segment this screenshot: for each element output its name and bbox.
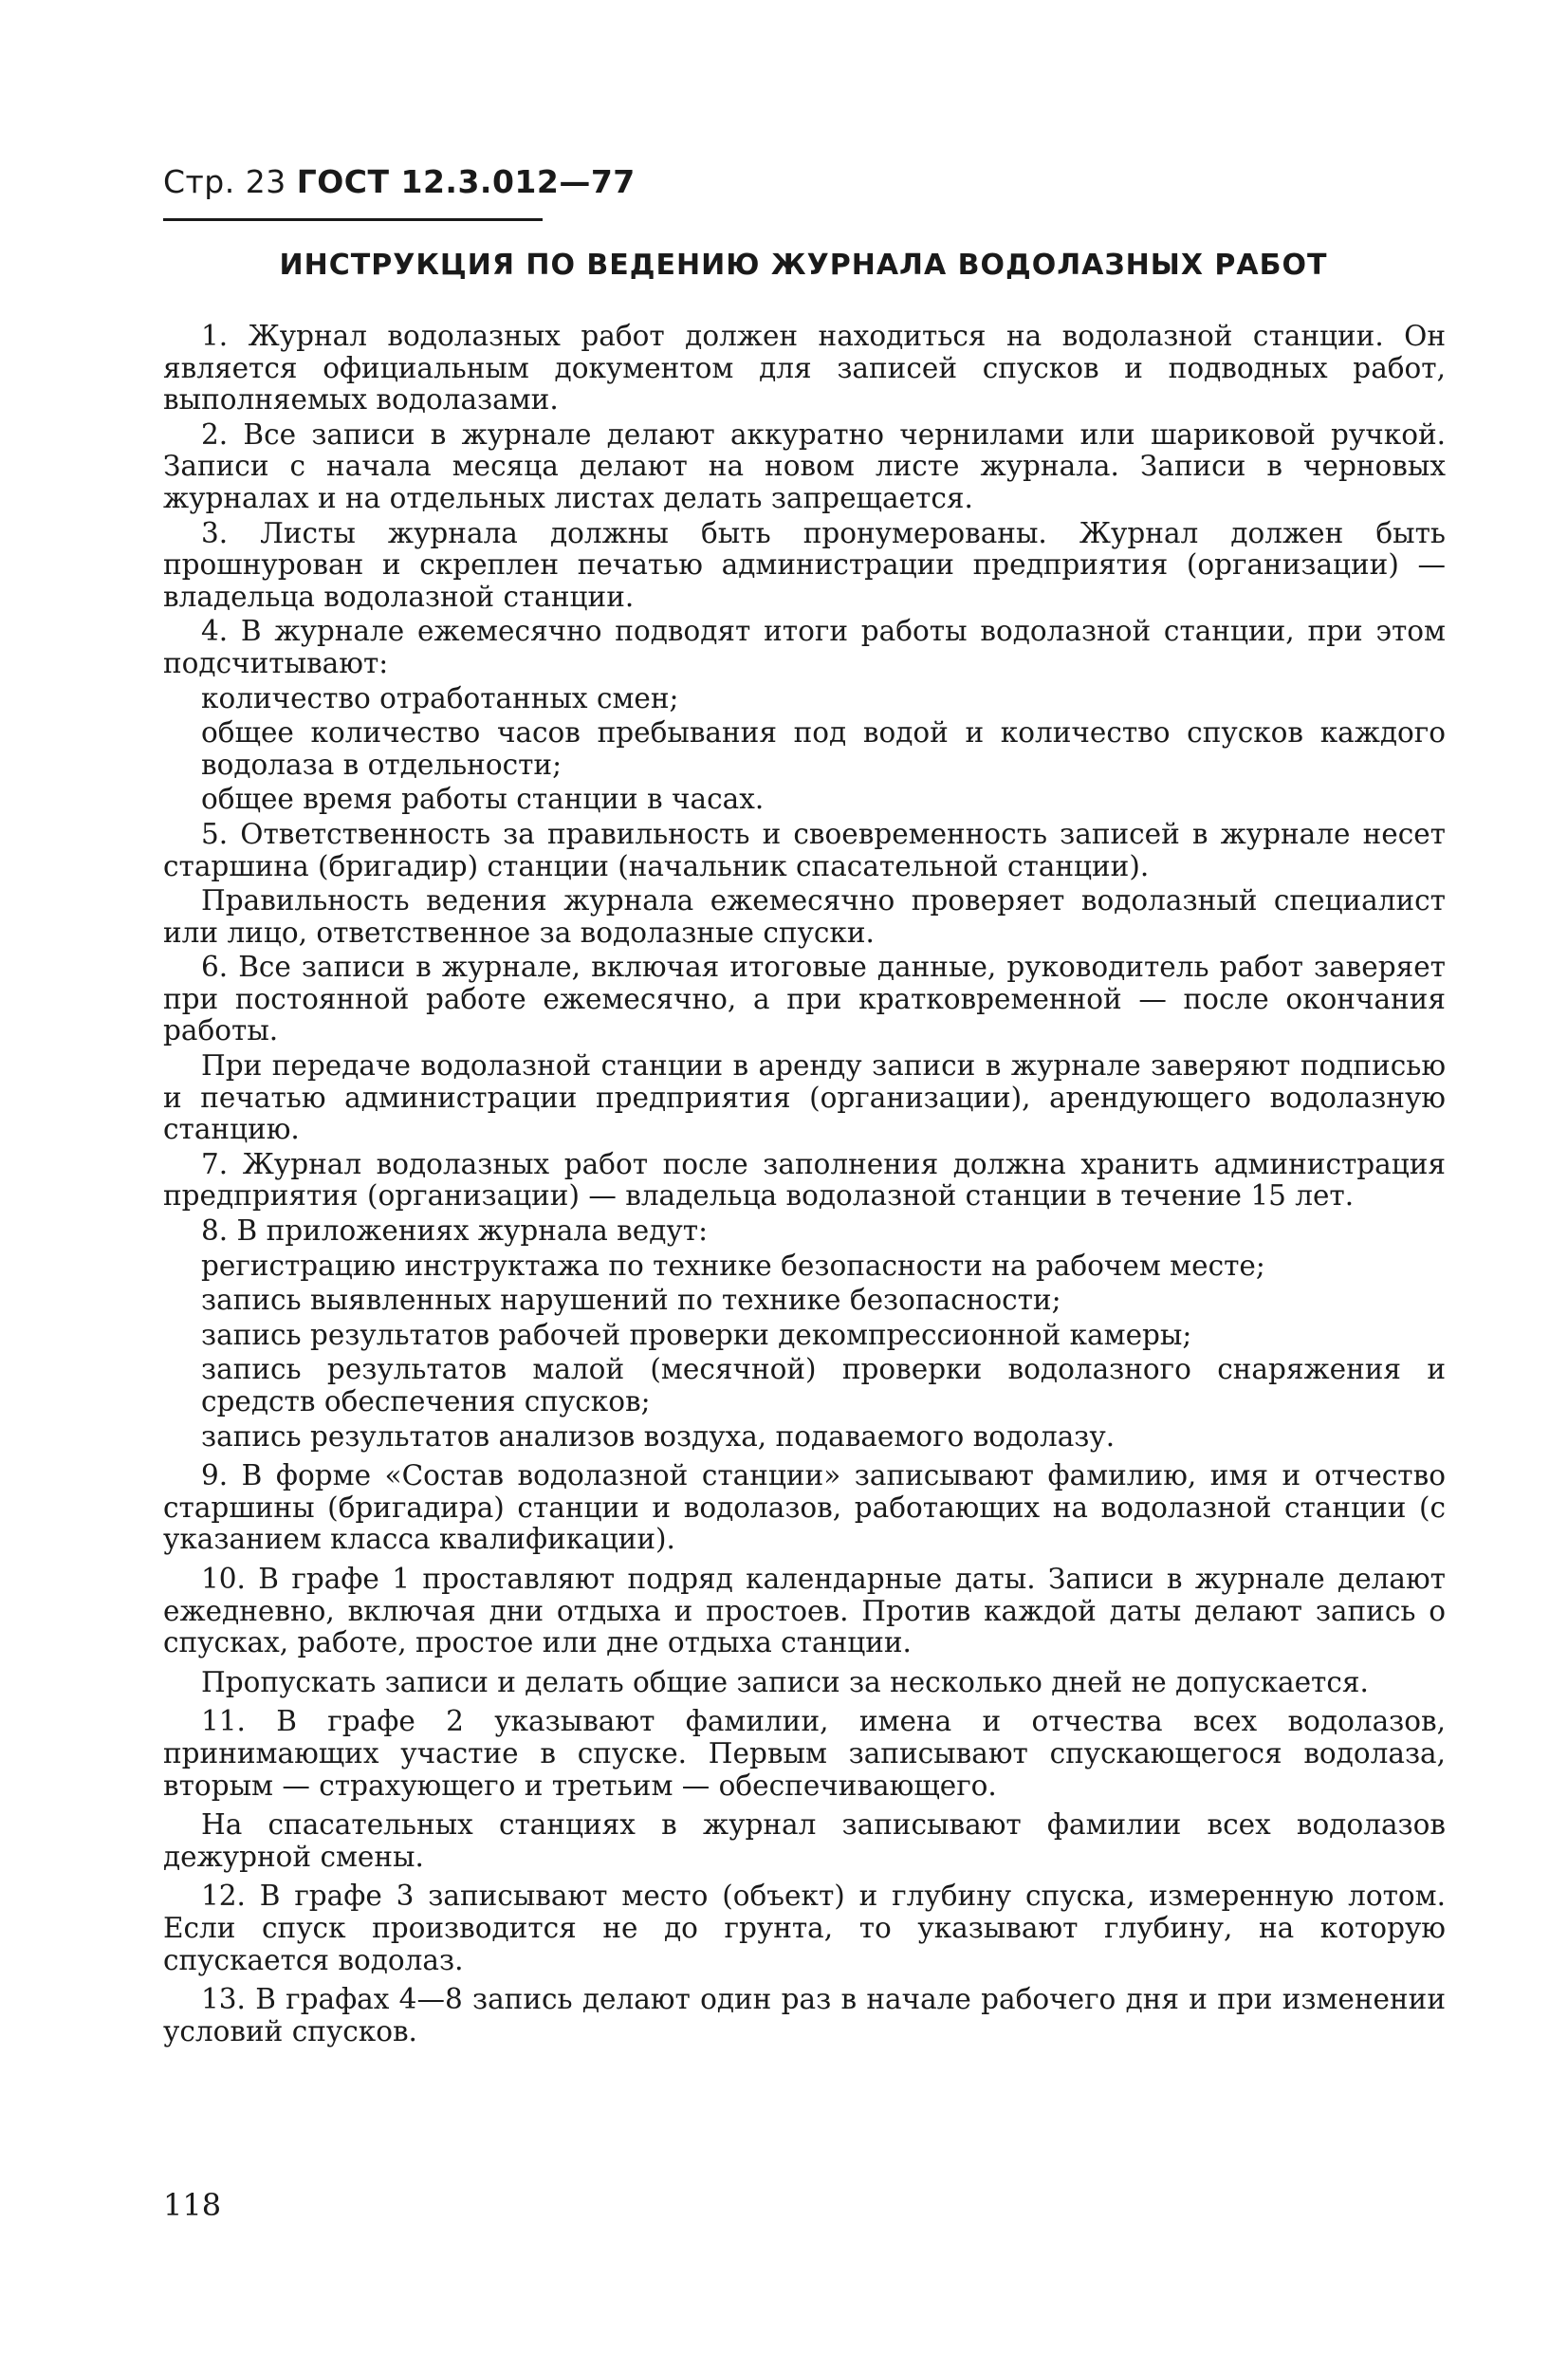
- list-item: запись результатов анализов воздуха, подаваемого водолазу.: [201, 1419, 1116, 1453]
- page-number: 118: [163, 2187, 222, 2223]
- instruction-body: [163, 321, 1446, 2050]
- paragraph-2: 2. Все записи в журнале делают аккуратно чернилами или шариковой ручкой. Записи с начала месяца делают на новом листе журнала. Записи в черновых журналах и на отдельных листах делать запрещается.: [163, 417, 1446, 514]
- paragraph-9: 9. В форме «Состав водолазной станции» записывают фамилию, имя и отчество старшины (бригадира) станции и водолазов, работающих на водолазной станции (с указанием класса квалификации).: [163, 1459, 1446, 1556]
- paragraph-5-note: Правильность ведения журнала ежемесячно проверяет водолазный специалист или лицо, ответственное за водолазные спуски.: [163, 884, 1446, 949]
- list-item: количество отработанных смен;: [201, 681, 679, 714]
- paragraph-11-note: На спасательных станциях в журнал записывают фамилии всех водолазов дежурной смены.: [163, 1808, 1446, 1873]
- page-header: [163, 163, 636, 200]
- document-title: ИНСТРУКЦИЯ ПО ВЕДЕНИЮ ЖУРНАЛА ВОДОЛАЗНЫХ РАБОТ: [279, 249, 1328, 282]
- header-divider: [163, 218, 543, 221]
- paragraph-11: 11. В графе 2 указывают фамилии, имена и отчества всех водолазов, принимающих участие в спуске. Первым записывают спускающегося водолаза, вторым — страхующего и третьим — обеспечивающего.: [163, 1705, 1446, 1802]
- page-label: Стр. 23: [163, 163, 286, 200]
- list-item: запись результатов рабочей проверки декомпрессионной камеры;: [201, 1318, 1192, 1351]
- paragraph-8: 8. В приложениях журнала ведут:: [201, 1214, 709, 1248]
- paragraph-5: 5. Ответственность за правильность и своевременность записей в журнале несет старшина (бригадир) станции (начальник спасательной станции).: [163, 817, 1446, 882]
- list-item: общее количество часов пребывания под водой и количество спусков каждого водолаза в отдельности;: [201, 716, 1446, 781]
- paragraph-6-note: При передаче водолазной станции в аренду записи в журнале заверяют подписью и печатью администрации предприятия (организации), арендующего водолазную станцию.: [163, 1049, 1446, 1146]
- paragraph-4: 4. В журнале ежемесячно подводят итоги работы водолазной станции, при этом подсчитывают:: [163, 615, 1446, 679]
- list-item: запись результатов малой (месячной) проверки водолазного снаряжения и средств обеспечения спусков;: [201, 1353, 1446, 1417]
- list-item: запись выявленных нарушений по технике безопасности;: [201, 1284, 1061, 1317]
- paragraph-3: 3. Листы журнала должны быть пронумерованы. Журнал должен быть прошнурован и скреплен печатью администрации предприятия (организации) — владельца водолазной станции.: [163, 516, 1446, 613]
- list-item: общее время работы станции в часах.: [201, 783, 765, 816]
- paragraph-7: 7. Журнал водолазных работ после заполнения должна хранить администрация предприятия (организации) — владельца водолазной станции в течение 15 лет.: [163, 1147, 1446, 1213]
- paragraph-13: 13. В графах 4—8 запись делают один раз в начале рабочего дня и при изменении условий спусков.: [163, 1983, 1446, 2047]
- paragraph-6: 6. Все записи в журнале, включая итоговые данные, руководитель работ заверяет при постоянной работе ежемесячно, а при кратковременной — после окончания работы.: [163, 951, 1446, 1047]
- paragraph-1: 1. Журнал водолазных работ должен находиться на водолазной станции. Он является официальным документом для записей спусков и подводных работ, выполняемых водолазами.: [163, 320, 1446, 417]
- paragraph-10: 10. В графе 1 проставляют подряд календарные даты. Записи в журнале делают ежедневно, включая дни отдыха и простоев. Против каждой даты делают запись о спусках, работе, простое или дне отдыха станции.: [163, 1562, 1446, 1659]
- paragraph-10-note: Пропускать записи и делать общие записи за несколько дней не допускается.: [201, 1665, 1369, 1698]
- list-item: регистрацию инструктажа по технике безопасности на рабочем месте;: [201, 1249, 1265, 1282]
- paragraph-12: 12. В графе 3 записывают место (объект) и глубину спуска, измеренную лотом. Если спуск производится не до грунта, то указывают глубину, на которую спускается водолаз.: [163, 1880, 1446, 1976]
- standard-number: ГОСТ 12.3.012—77: [296, 163, 636, 200]
